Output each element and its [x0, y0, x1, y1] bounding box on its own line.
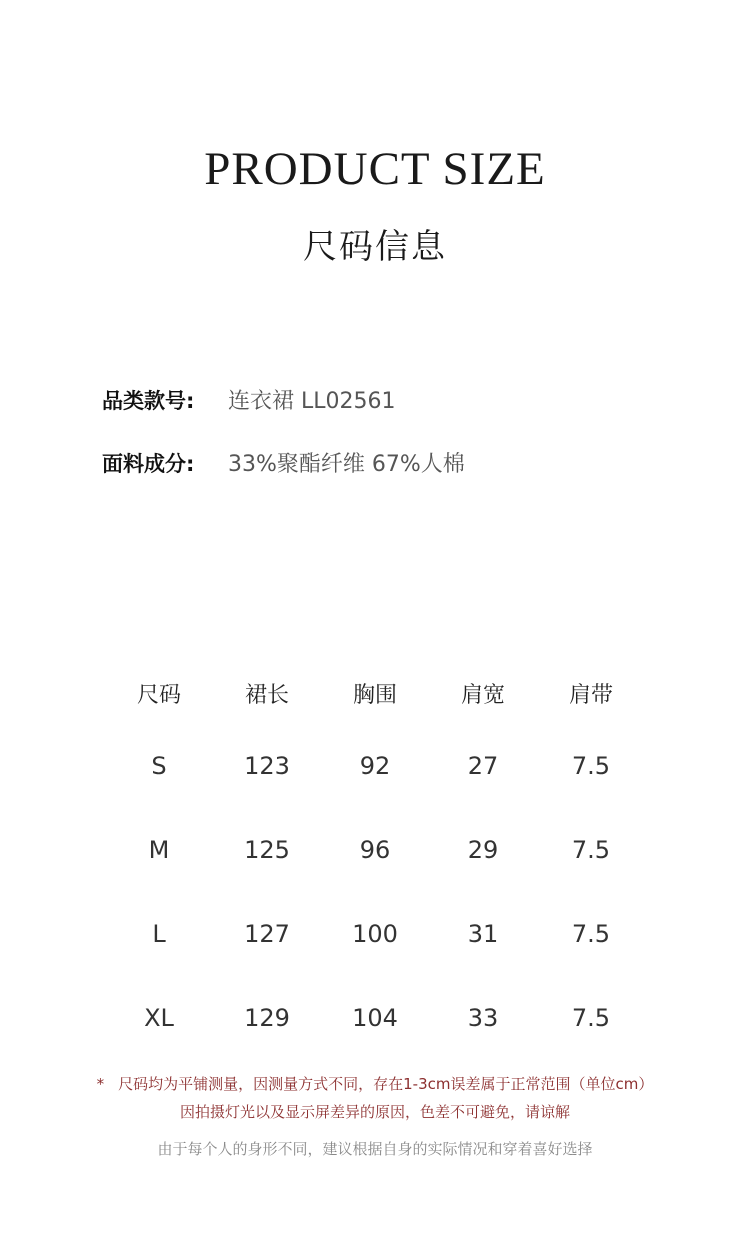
- info-row-fabric: [102, 447, 465, 481]
- note-line-1: 尺码均为平铺测量，因测量方式不同，存在1-3cm误差属于正常范围（单位cm）: [118, 1075, 654, 1093]
- measurement-note: [0, 1074, 750, 1094]
- table-cell: 7.5: [571, 1004, 611, 1032]
- table-header-row: [105, 670, 647, 716]
- table-cell: 27: [467, 752, 499, 780]
- table-cell: S: [151, 752, 167, 780]
- table-cell: L: [152, 920, 166, 948]
- table-row: [105, 976, 647, 1060]
- table-cell: 33: [467, 1004, 499, 1032]
- table-cell: 7.5: [571, 920, 611, 948]
- info-label-style: 品类款号:: [102, 389, 195, 413]
- table-cell: 92: [359, 752, 391, 780]
- table-cell: XL: [144, 1004, 174, 1032]
- info-value-style: 连衣裙 LL02561: [228, 389, 396, 414]
- page-title-en: PRODUCT SIZE: [204, 143, 546, 195]
- table-cell: 100: [352, 920, 398, 948]
- color-note: 因拍摄灯光以及显示屏差异的原因，色差不可避免，请谅解: [179, 1103, 570, 1121]
- table-cell: 29: [467, 836, 499, 864]
- page-title-cn: 尺码信息: [303, 227, 447, 267]
- note-asterisk: *: [96, 1075, 105, 1093]
- table-cell: 125: [244, 836, 290, 864]
- column-header: 肩带: [568, 682, 613, 708]
- info-row-style: [102, 384, 396, 418]
- column-header: 尺码: [136, 682, 181, 708]
- table-cell: 104: [352, 1004, 398, 1032]
- table-cell: 127: [244, 920, 290, 948]
- size-table: [105, 670, 647, 1060]
- table-cell: 7.5: [571, 836, 611, 864]
- column-header: 胸围: [352, 682, 397, 708]
- info-label-fabric: 面料成分:: [102, 452, 195, 476]
- table-cell: 7.5: [571, 752, 611, 780]
- column-header: 肩宽: [460, 682, 505, 708]
- table-cell: 96: [359, 836, 391, 864]
- table-row: [105, 724, 647, 808]
- column-header: 裙长: [244, 682, 289, 708]
- info-value-fabric: 33%聚酯纤维 67%人棉: [228, 452, 465, 477]
- table-cell: 31: [467, 920, 499, 948]
- table-row: [105, 808, 647, 892]
- table-row: [105, 892, 647, 976]
- table-cell: 123: [244, 752, 290, 780]
- table-cell: M: [148, 836, 170, 864]
- footer-note: 由于每个人的身形不同，建议根据自身的实际情况和穿着喜好选择: [157, 1140, 593, 1158]
- table-cell: 129: [244, 1004, 290, 1032]
